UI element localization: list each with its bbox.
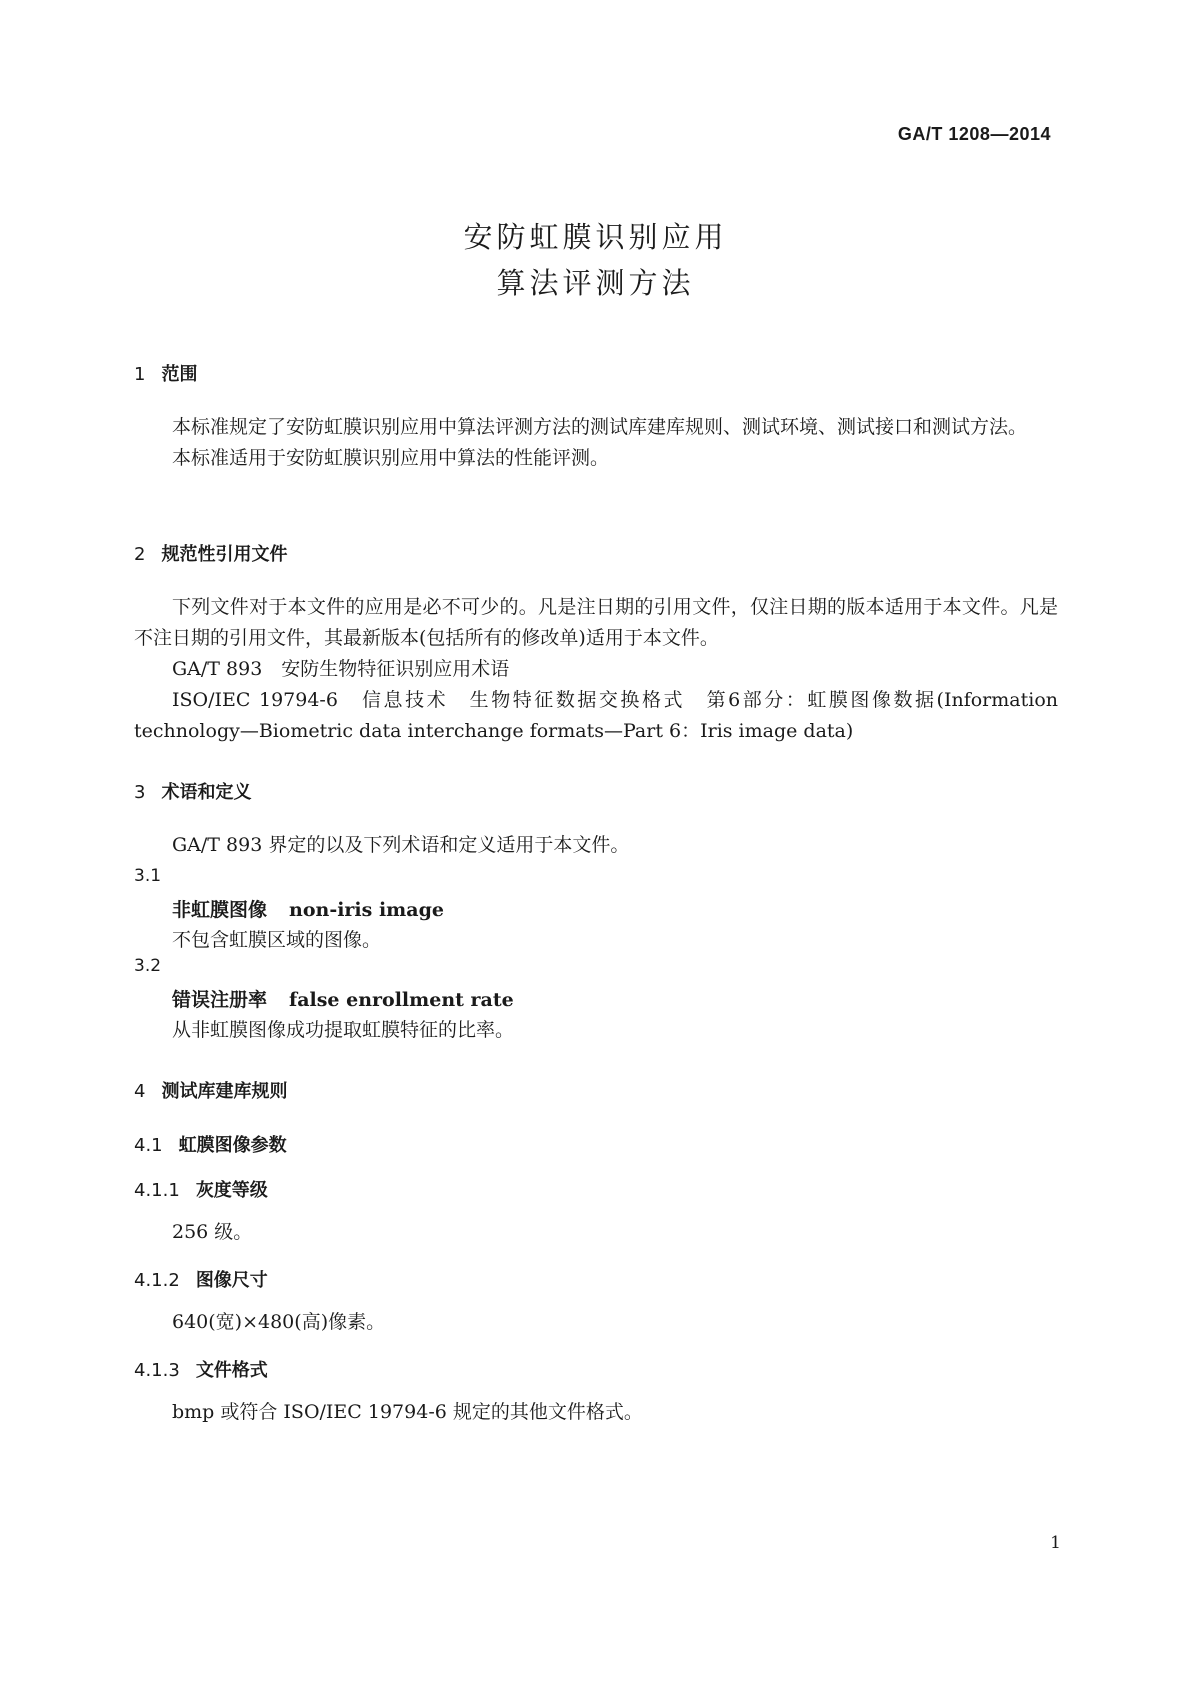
section-title: 文件格式 bbox=[195, 1360, 268, 1381]
section-1-heading bbox=[134, 360, 197, 386]
paragraph: GA/T 893 界定的以及下列术语和定义适用于本文件。 bbox=[172, 834, 630, 856]
term-zh: 错误注册率 bbox=[172, 989, 268, 1011]
section-number: 4.1.2 bbox=[134, 1270, 180, 1291]
paragraph: 256 级。 bbox=[172, 1221, 253, 1243]
subsection-4-1-2-body bbox=[134, 1307, 1058, 1338]
section-3-intro bbox=[134, 830, 1058, 861]
paragraph: 本标准适用于安防虹膜识别应用中算法的性能评测。 bbox=[172, 447, 610, 469]
subsection-4-1-2-heading bbox=[134, 1266, 268, 1292]
subsection-4-1-1-heading bbox=[134, 1176, 268, 1202]
normative-reference: GA/T 893 安防生物特征识别应用术语 bbox=[172, 658, 510, 680]
term-number: 3.1 bbox=[134, 866, 162, 886]
section-2-heading bbox=[134, 540, 287, 566]
term-definition: 从非虹膜图像成功提取虹膜特征的比率。 bbox=[172, 1019, 515, 1041]
subsection-4-1-3-heading bbox=[134, 1356, 268, 1382]
document-title-line-2: 算法评测方法 bbox=[496, 266, 695, 300]
section-title: 图像尺寸 bbox=[195, 1270, 268, 1291]
term-entry bbox=[172, 985, 514, 1012]
subsection-4-1-1-body bbox=[134, 1217, 1058, 1248]
section-2-body bbox=[134, 592, 1058, 747]
section-title: 规范性引用文件 bbox=[161, 544, 288, 565]
term-definition: 不包含虹膜区域的图像。 bbox=[172, 929, 382, 951]
standard-number: GA/T 1208—2014 bbox=[897, 124, 1051, 144]
section-number: 4 bbox=[134, 1081, 146, 1102]
section-number: 2 bbox=[134, 544, 146, 565]
paragraph: 下列文件对于本文件的应用是必不可少的。凡是注日期的引用文件，仅注日期的版本适用于本文件。凡是不注日期的引用文件，其最新版本(包括所有的修改单)适用于本文件。 bbox=[134, 596, 1058, 649]
term-zh: 非虹膜图像 bbox=[172, 899, 268, 921]
section-1-body bbox=[134, 412, 1058, 474]
paragraph: 640(宽)×480(高)像素。 bbox=[172, 1311, 386, 1333]
section-title: 术语和定义 bbox=[161, 782, 252, 803]
section-3-heading bbox=[134, 778, 251, 804]
normative-reference: ISO/IEC 19794-6 信息技术 生物特征数据交换格式 第6部分：虹膜图像数据(Information technology—Biometric data interchange formats—Part 6：Iris image data) bbox=[134, 689, 1058, 742]
section-number: 3 bbox=[134, 782, 146, 803]
paragraph: 本标准规定了安防虹膜识别应用中算法评测方法的测试库建库规则、测试环境、测试接口和测试方法。 bbox=[172, 416, 1028, 438]
section-number: 1 bbox=[134, 364, 146, 385]
section-number: 4.1.3 bbox=[134, 1360, 180, 1381]
document-title-line-1: 安防虹膜识别应用 bbox=[463, 220, 728, 254]
section-title: 范围 bbox=[161, 364, 198, 385]
section-number: 4.1 bbox=[134, 1135, 163, 1156]
term-number: 3.2 bbox=[134, 956, 162, 976]
section-title: 测试库建库规则 bbox=[161, 1081, 288, 1102]
term-en: non-iris image bbox=[289, 899, 444, 921]
section-4-heading bbox=[134, 1077, 287, 1103]
section-title: 灰度等级 bbox=[195, 1180, 268, 1201]
paragraph: bmp 或符合 ISO/IEC 19794-6 规定的其他文件格式。 bbox=[172, 1401, 643, 1423]
term-entry bbox=[172, 895, 444, 922]
section-title: 虹膜图像参数 bbox=[178, 1135, 287, 1156]
term-en: false enrollment rate bbox=[289, 989, 514, 1011]
section-number: 4.1.1 bbox=[134, 1180, 180, 1201]
subsection-4-1-3-body bbox=[134, 1397, 1058, 1428]
page-number: 1 bbox=[1050, 1533, 1061, 1553]
subsection-4-1-heading bbox=[134, 1131, 287, 1157]
